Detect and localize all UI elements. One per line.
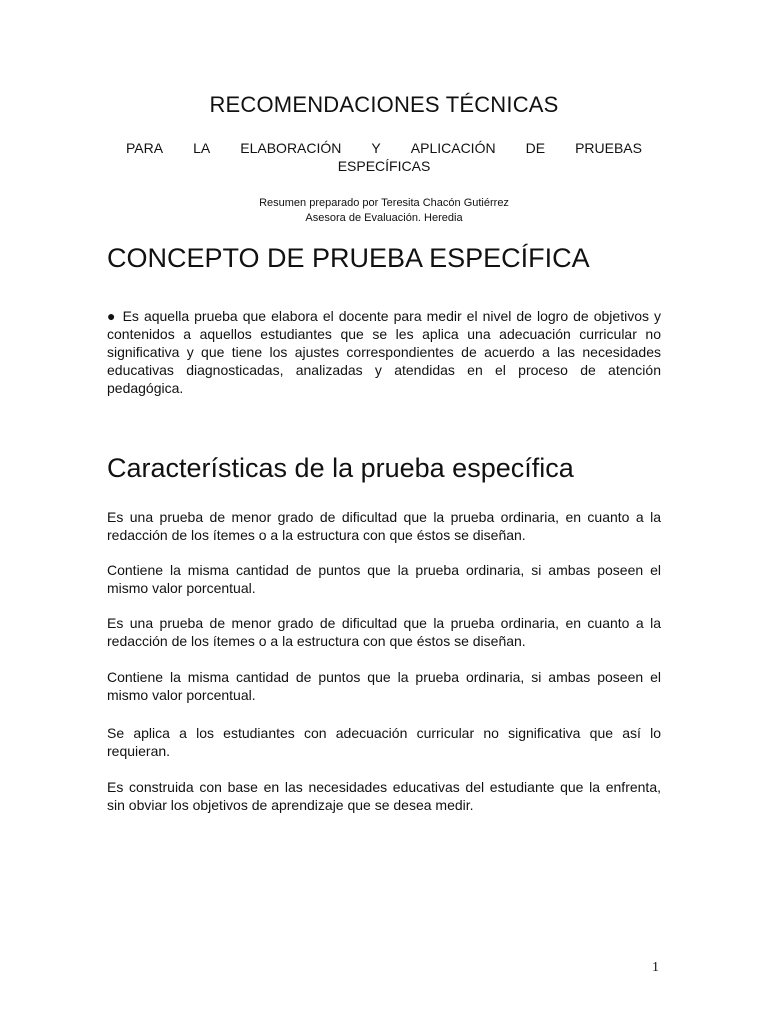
subtitle-word: LA bbox=[193, 140, 211, 156]
characteristic-paragraph: Se aplica a los estudiantes con adecuación curricular no significativa que así lo requieran. bbox=[107, 725, 661, 759]
subtitle-word: PRUEBAS bbox=[575, 140, 642, 156]
document-title: RECOMENDACIONES TÉCNICAS bbox=[209, 92, 559, 117]
page-number: 1 bbox=[652, 960, 659, 975]
subtitle-word: ELABORACIÓN bbox=[240, 140, 342, 156]
subtitle-word: PARA bbox=[126, 140, 164, 156]
characteristics-heading: Características de la prueba específica bbox=[107, 453, 574, 483]
subtitle-word: Y bbox=[371, 140, 381, 156]
characteristic-paragraph: Es construida con base en las necesidades educativas del estudiante que la enfrenta, sin obviar los objetivos de aprendizaje que se desea medir. bbox=[107, 779, 661, 813]
characteristic-paragraph: Es una prueba de menor grado de dificultad que la prueba ordinaria, en cuanto a la redacción de los ítemes o a la estructura con que éstos se diseñan. bbox=[107, 615, 661, 649]
characteristic-paragraph: Contiene la misma cantidad de puntos que la prueba ordinaria, si ambas poseen el mismo valor porcentual. bbox=[107, 669, 661, 703]
subtitle-word: APLICACIÓN bbox=[410, 140, 496, 156]
subtitle-line-1 bbox=[126, 139, 642, 157]
document-subtitle bbox=[126, 139, 642, 175]
concept-text: Es aquella prueba que elabora el docente para medir el nivel de logro de objetivos y contenidos a aquellos estudiantes que se les aplica una adecuación curricular no significativa y que tiene los ajustes correspondientes de acuerdo a las necesidades educativas diagnosticadas, analizadas y atendidas en el proceso de atención pedagógica. bbox=[107, 308, 661, 396]
subtitle-word: DE bbox=[525, 140, 546, 156]
characteristic-paragraph: Contiene la misma cantidad de puntos que la prueba ordinaria, si ambas poseen el mismo valor porcentual. bbox=[107, 562, 661, 596]
credit-role: Asesora de Evaluación. Heredia bbox=[305, 212, 463, 224]
characteristic-paragraph: Es una prueba de menor grado de dificultad que la prueba ordinaria, en cuanto a la redacción de los ítemes o a la estructura con que éstos se diseñan. bbox=[107, 509, 661, 543]
bullet-icon: ● bbox=[107, 308, 117, 324]
author-credits bbox=[0, 196, 768, 226]
credit-author: Resumen preparado por Teresita Chacón Gutiérrez bbox=[259, 197, 509, 209]
concept-heading: CONCEPTO DE PRUEBA ESPECÍFICA bbox=[107, 243, 590, 273]
concept-paragraph bbox=[107, 307, 661, 397]
subtitle-line-2: ESPECÍFICAS bbox=[337, 158, 431, 174]
